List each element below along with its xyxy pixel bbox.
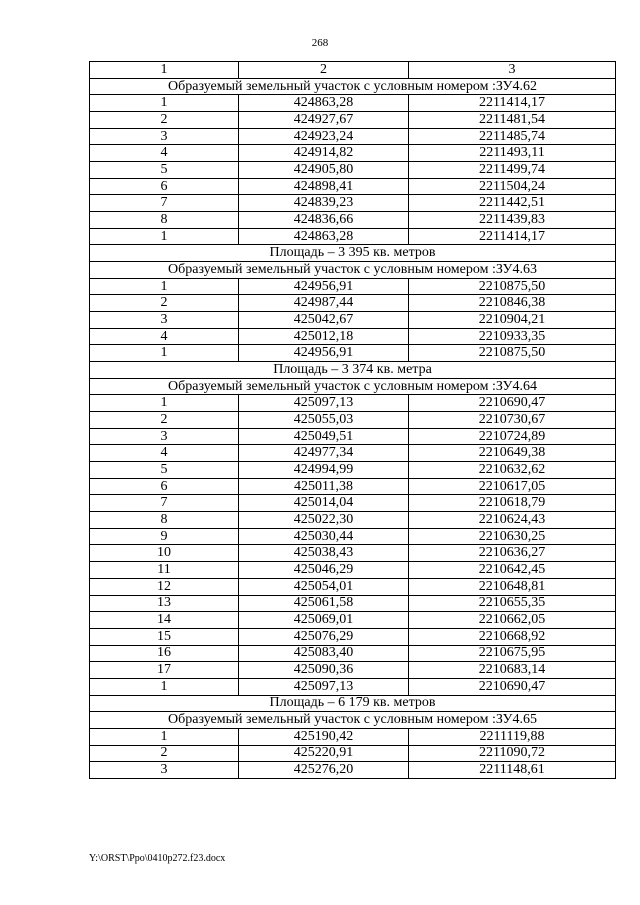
x-coordinate: 424863,28 (239, 228, 409, 245)
y-coordinate: 2210632,62 (409, 462, 616, 479)
x-coordinate: 424956,91 (239, 345, 409, 362)
x-coordinate: 424898,41 (239, 178, 409, 195)
x-coordinate: 424994,99 (239, 462, 409, 479)
header-col-1: 1 (90, 62, 239, 79)
point-number: 3 (90, 428, 239, 445)
area-row (90, 362, 616, 379)
point-number: 17 (90, 662, 239, 679)
y-coordinate: 2210655,35 (409, 595, 616, 612)
area-text: Площадь – 3 374 кв. метра (90, 362, 616, 379)
x-coordinate: 424905,80 (239, 162, 409, 179)
table-row (90, 612, 616, 629)
point-number: 2 (90, 412, 239, 429)
section-title: Образуемый земельный участок с условным номером :ЗУ4.65 (90, 712, 616, 729)
point-number: 12 (90, 578, 239, 595)
header-col-3: 3 (409, 62, 616, 79)
point-number: 2 (90, 295, 239, 312)
area-row (90, 245, 616, 262)
x-coordinate: 425049,51 (239, 428, 409, 445)
file-path-footer: Y:\ORST\Ppo\0410p272.f23.docx (89, 853, 226, 864)
x-coordinate: 424987,44 (239, 295, 409, 312)
area-text: Площадь – 3 395 кв. метров (90, 245, 616, 262)
y-coordinate: 2210730,67 (409, 412, 616, 429)
y-coordinate: 2210618,79 (409, 495, 616, 512)
x-coordinate: 425276,20 (239, 762, 409, 779)
table-row (90, 545, 616, 562)
x-coordinate: 425022,30 (239, 512, 409, 529)
y-coordinate: 2211442,51 (409, 195, 616, 212)
point-number: 5 (90, 462, 239, 479)
table-row (90, 628, 616, 645)
table-row (90, 295, 616, 312)
table-row (90, 95, 616, 112)
table-row (90, 528, 616, 545)
table-row (90, 162, 616, 179)
x-coordinate: 425046,29 (239, 562, 409, 579)
point-number: 9 (90, 528, 239, 545)
point-number: 1 (90, 728, 239, 745)
table-row (90, 228, 616, 245)
y-coordinate: 2210846,38 (409, 295, 616, 312)
point-number: 2 (90, 745, 239, 762)
point-number: 4 (90, 328, 239, 345)
x-coordinate: 424836,66 (239, 212, 409, 229)
y-coordinate: 2210642,45 (409, 562, 616, 579)
y-coordinate: 2210933,35 (409, 328, 616, 345)
table-row (90, 312, 616, 329)
y-coordinate: 2210624,43 (409, 512, 616, 529)
coordinates-table (89, 61, 616, 779)
y-coordinate: 2211481,54 (409, 112, 616, 129)
section-title-row (90, 378, 616, 395)
table-row (90, 195, 616, 212)
y-coordinate: 2210690,47 (409, 678, 616, 695)
table-row (90, 662, 616, 679)
table-row (90, 395, 616, 412)
x-coordinate: 425055,03 (239, 412, 409, 429)
table-row (90, 412, 616, 429)
table-row (90, 512, 616, 529)
y-coordinate: 2211485,74 (409, 128, 616, 145)
area-text: Площадь – 6 179 кв. метров (90, 695, 616, 712)
point-number: 7 (90, 495, 239, 512)
y-coordinate: 2210662,05 (409, 612, 616, 629)
point-number: 1 (90, 95, 239, 112)
section-title-row (90, 78, 616, 95)
x-coordinate: 425054,01 (239, 578, 409, 595)
x-coordinate: 425069,01 (239, 612, 409, 629)
point-number: 6 (90, 478, 239, 495)
x-coordinate: 424914,82 (239, 145, 409, 162)
point-number: 8 (90, 512, 239, 529)
x-coordinate: 425076,29 (239, 628, 409, 645)
y-coordinate: 2210649,38 (409, 445, 616, 462)
table-row (90, 562, 616, 579)
point-number: 4 (90, 145, 239, 162)
table-row (90, 595, 616, 612)
point-number: 3 (90, 312, 239, 329)
y-coordinate: 2211504,24 (409, 178, 616, 195)
table-row (90, 645, 616, 662)
y-coordinate: 2210675,95 (409, 645, 616, 662)
y-coordinate: 2210668,92 (409, 628, 616, 645)
y-coordinate: 2210636,27 (409, 545, 616, 562)
table-row (90, 745, 616, 762)
y-coordinate: 2211414,17 (409, 228, 616, 245)
x-coordinate: 424839,23 (239, 195, 409, 212)
x-coordinate: 425083,40 (239, 645, 409, 662)
y-coordinate: 2210648,81 (409, 578, 616, 595)
header-col-2: 2 (239, 62, 409, 79)
header-row (90, 62, 616, 79)
point-number: 1 (90, 228, 239, 245)
coordinates-table-body (90, 62, 616, 779)
point-number: 7 (90, 195, 239, 212)
point-number: 5 (90, 162, 239, 179)
section-title: Образуемый земельный участок с условным номером :ЗУ4.62 (90, 78, 616, 95)
table-row (90, 328, 616, 345)
y-coordinate: 2211090,72 (409, 745, 616, 762)
table-row (90, 145, 616, 162)
table-row (90, 212, 616, 229)
point-number: 3 (90, 128, 239, 145)
table-row (90, 478, 616, 495)
point-number: 11 (90, 562, 239, 579)
x-coordinate: 425011,38 (239, 478, 409, 495)
x-coordinate: 425042,67 (239, 312, 409, 329)
table-row (90, 428, 616, 445)
x-coordinate: 425012,18 (239, 328, 409, 345)
page-number: 268 (311, 37, 329, 49)
point-number: 16 (90, 645, 239, 662)
y-coordinate: 2211414,17 (409, 95, 616, 112)
point-number: 8 (90, 212, 239, 229)
y-coordinate: 2211493,11 (409, 145, 616, 162)
table-row (90, 578, 616, 595)
x-coordinate: 425090,36 (239, 662, 409, 679)
x-coordinate: 425030,44 (239, 528, 409, 545)
y-coordinate: 2210690,47 (409, 395, 616, 412)
point-number: 1 (90, 345, 239, 362)
table-row (90, 728, 616, 745)
y-coordinate: 2210875,50 (409, 278, 616, 295)
point-number: 1 (90, 395, 239, 412)
section-title-row (90, 262, 616, 279)
y-coordinate: 2210683,14 (409, 662, 616, 679)
x-coordinate: 425097,13 (239, 678, 409, 695)
point-number: 6 (90, 178, 239, 195)
section-title: Образуемый земельный участок с условным номером :ЗУ4.63 (90, 262, 616, 279)
area-row (90, 695, 616, 712)
table-row (90, 112, 616, 129)
x-coordinate: 425061,58 (239, 595, 409, 612)
x-coordinate: 425014,04 (239, 495, 409, 512)
x-coordinate: 424977,34 (239, 445, 409, 462)
point-number: 4 (90, 445, 239, 462)
y-coordinate: 2211148,61 (409, 762, 616, 779)
point-number: 14 (90, 612, 239, 629)
x-coordinate: 425190,42 (239, 728, 409, 745)
x-coordinate: 424863,28 (239, 95, 409, 112)
table-row (90, 495, 616, 512)
section-title-row (90, 712, 616, 729)
y-coordinate: 2210630,25 (409, 528, 616, 545)
point-number: 2 (90, 112, 239, 129)
y-coordinate: 2210875,50 (409, 345, 616, 362)
table-row (90, 128, 616, 145)
x-coordinate: 425220,91 (239, 745, 409, 762)
y-coordinate: 2210617,05 (409, 478, 616, 495)
y-coordinate: 2211499,74 (409, 162, 616, 179)
y-coordinate: 2210904,21 (409, 312, 616, 329)
point-number: 1 (90, 278, 239, 295)
y-coordinate: 2211119,88 (409, 728, 616, 745)
x-coordinate: 424923,24 (239, 128, 409, 145)
x-coordinate: 424956,91 (239, 278, 409, 295)
point-number: 1 (90, 678, 239, 695)
y-coordinate: 2210724,89 (409, 428, 616, 445)
point-number: 15 (90, 628, 239, 645)
table-row (90, 278, 616, 295)
point-number: 10 (90, 545, 239, 562)
y-coordinate: 2211439,83 (409, 212, 616, 229)
table-row (90, 445, 616, 462)
point-number: 13 (90, 595, 239, 612)
section-title: Образуемый земельный участок с условным номером :ЗУ4.64 (90, 378, 616, 395)
point-number: 3 (90, 762, 239, 779)
table-row (90, 462, 616, 479)
x-coordinate: 425038,43 (239, 545, 409, 562)
table-row (90, 678, 616, 695)
x-coordinate: 425097,13 (239, 395, 409, 412)
table-row (90, 345, 616, 362)
x-coordinate: 424927,67 (239, 112, 409, 129)
table-row (90, 762, 616, 779)
table-row (90, 178, 616, 195)
